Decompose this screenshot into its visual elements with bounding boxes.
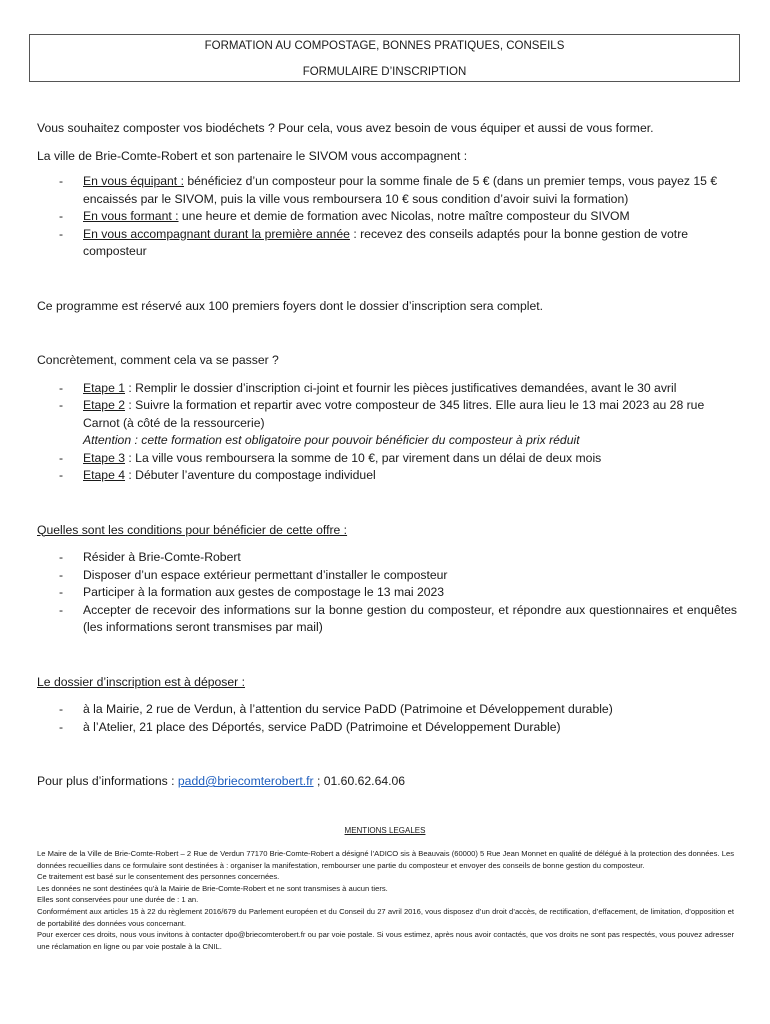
legal-paragraph: Le Maire de la Ville de Brie-Comte-Robert – 2 Rue de Verdun 77170 Brie-Comte-Robert a désigné l’ADICO sis à Beauvais (60000) 5 Rue Jean Monnet en qualité de délégué à la protection des données. Les données recueillies dans ce formulaire sont destinées à : organiser la manifestation, rembourser une partie du composteur et envoyer des conseils de bonne gestion du composteur. — [37, 849, 734, 870]
intro-paragraph: Vous souhaitez composter vos biodéchets ? Pour cela, vous avez besoin de vous équiper et aussi de vous former. — [37, 121, 654, 135]
list-item: - à l’Atelier, 21 place des Déportés, service PaDD (Patrimoine et Développement Durable) — [37, 719, 737, 737]
legal-paragraph: Les données ne sont destinées qu’à la Mairie de Brie-Comte-Robert et ne sont transmises à aucun tiers. — [37, 883, 388, 893]
partners-paragraph: La ville de Brie-Comte-Robert et son partenaire le SIVOM vous accompagnent : — [37, 148, 468, 163]
legal-title: MENTIONS LEGALES — [344, 826, 426, 835]
step-text: : Remplir le dossier d’inscription ci-joint et fournir les pièces justificatives demandées, avant le 30 avril — [125, 380, 677, 395]
step-text: : Suivre la formation et repartir avec votre composteur de 345 litres. Elle aura lieu le 13 mai 2023 au 28 rue Carnot (à côté de la ressourcerie) — [83, 398, 705, 430]
list-item: - Disposer d’un espace extérieur permettant d’installer le composteur — [37, 567, 737, 585]
steps-list — [37, 380, 737, 485]
step-note: Attention : cette formation est obligatoire pour pouvoir bénéficier du composteur à prix réduit — [83, 433, 580, 447]
list-item: - Participer à la formation aux gestes de compostage le 13 mai 2023 — [37, 584, 737, 602]
list-item — [37, 208, 737, 226]
conditions-list — [37, 549, 737, 637]
benefit-text: bénéficiez d’un composteur pour la somme finale de 5 € (dans un premier temps, vous payez 15 € encaissés par le SIVOM, puis la ville vous remboursera 10 € sous condition d’avoir suivi la formation) — [83, 174, 718, 206]
contact-line — [37, 773, 737, 791]
list-item — [37, 467, 737, 485]
step-label: Etape 4 — [83, 468, 126, 482]
document-subtitle: FORMULAIRE D’INSCRIPTION — [302, 66, 467, 78]
reserved-paragraph: Ce programme est réservé aux 100 premiers foyers dont le dossier d’inscription sera complet. — [37, 298, 544, 313]
list-item — [37, 450, 737, 468]
list-item — [37, 173, 737, 208]
contact-phone: ; 01.60.62.64.06 — [313, 774, 406, 788]
list-item: - Résider à Brie-Comte-Robert — [37, 549, 737, 567]
legal-paragraph: Pour exercer ces droits, nous vous invitons à contacter dpo@briecomterobert.fr ou par voie postale. Si vous estimez, après nous avoir contactés, que vos droits ne sont pas respectés, vous pouvez adresser une réclamation en ligne ou par voie postale à la CNIL. — [37, 930, 734, 951]
benefit-label: En vous équipant : — [83, 174, 184, 188]
list-item: - Accepter de recevoir des informations sur la bonne gestion du composteur, et répondre aux questionnaires et enquêtes (les informations seront transmises par mail) — [37, 602, 737, 637]
legal-text — [37, 848, 734, 952]
legal-paragraph: Elles sont conservées pour une durée de : 1 an. — [37, 895, 199, 905]
list-item: - à la Mairie, 2 rue de Verdun, à l’attention du service PaDD (Patrimoine et Développement durable) — [37, 701, 737, 719]
contact-email-link[interactable]: padd@briecomterobert.fr — [177, 774, 314, 788]
step-label: Etape 3 — [83, 450, 126, 465]
legal-paragraph: Conformément aux articles 15 à 22 du règlement 2016/679 du Parlement européen et du Conseil du 27 avril 2016, vous disposez d’un droit d’accès, de rectification, d’effacement, de limitation, d’opposition et de portabilité des données vous concernant. — [37, 906, 734, 928]
deposit-title: Le dossier d’inscription est à déposer : — [37, 674, 245, 689]
benefit-label: En vous accompagnant durant la première année — [83, 226, 350, 241]
step-label: Etape 1 — [83, 380, 126, 395]
steps-title: Concrètement, comment cela va se passer ? — [37, 353, 279, 367]
benefits-list — [37, 173, 737, 261]
list-item — [37, 380, 737, 398]
step-text: : Débuter l’aventure du compostage individuel — [125, 468, 376, 482]
document-title: FORMATION AU COMPOSTAGE, BONNES PRATIQUES, CONSEILS — [204, 40, 565, 52]
document-body — [37, 120, 737, 791]
list-item — [37, 226, 737, 261]
title-box — [29, 34, 740, 82]
list-item — [37, 397, 737, 450]
conditions-title: Quelles sont les conditions pour bénéficier de cette offre : — [37, 522, 348, 537]
step-text: : La ville vous remboursera la somme de 10 €, par virement dans un délai de deux mois — [125, 450, 602, 465]
benefit-text: une heure et demie de formation avec Nicolas, notre maître composteur du SIVOM — [178, 209, 630, 223]
step-label: Etape 2 — [83, 398, 126, 412]
deposit-list — [37, 701, 737, 736]
legal-paragraph: Ce traitement est basé sur le consentement des personnes concernées. — [37, 872, 280, 882]
benefit-label: En vous formant : — [83, 209, 179, 223]
benefit-text: : recevez des conseils adaptés pour la bonne gestion de votre composteur — [83, 226, 689, 258]
contact-prefix: Pour plus d’informations : — [37, 774, 178, 788]
